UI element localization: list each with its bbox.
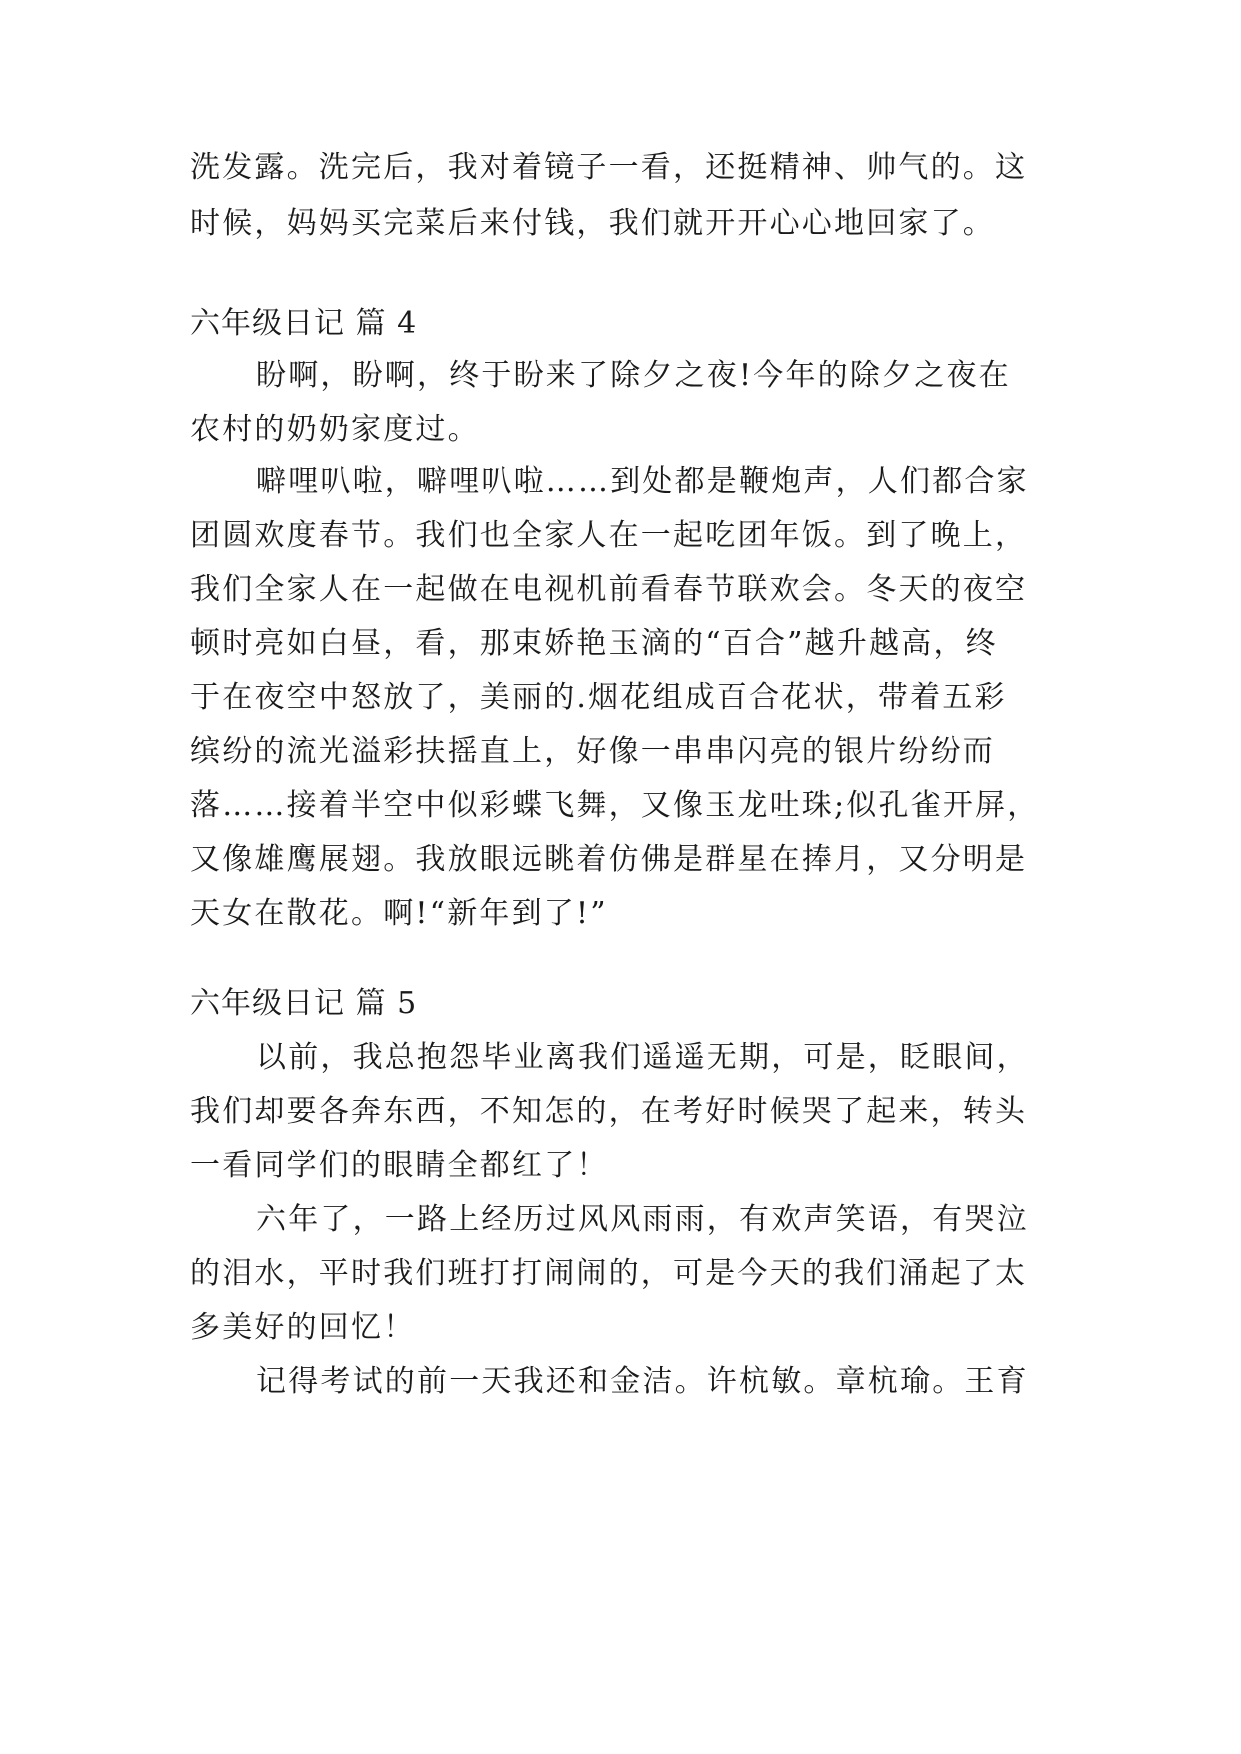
- text-line: 时候，妈妈买完菜后来付钱，我们就开开心心地回家了。: [190, 206, 995, 241]
- text-line: 又像雄鹰展翅。我放眼远眺着仿佛是群星在捧月，又分明是: [190, 842, 1028, 877]
- text-line: 六年了，一路上经历过风风雨雨，有欢声笑语，有哭泣: [256, 1202, 1029, 1237]
- text-line: 的泪水，平时我们班打打闹闹的，可是今天的我们涌起了太: [190, 1256, 1028, 1291]
- text-line: 农村的奶奶家度过。: [190, 412, 480, 447]
- text-line: 盼啊，盼啊，终于盼来了除夕之夜!今年的除夕之夜在: [256, 358, 1011, 393]
- text-line: 天女在散花。啊!“新年到了!”: [190, 896, 608, 931]
- text-line: 团圆欢度春节。我们也全家人在一起吃团年饭。到了晚上，: [190, 518, 1028, 553]
- text-line: 顿时亮如白昼，看，那束娇艳玉滴的“百合”越升越高，终: [190, 626, 998, 661]
- text-line: 多美好的回忆！: [190, 1310, 416, 1345]
- text-line: 我们全家人在一起做在电视机前看春节联欢会。冬天的夜空: [190, 572, 1028, 607]
- text-line: 噼哩叭啦，噼哩叭啦……到处都是鞭炮声，人们都合家: [256, 464, 1029, 499]
- text-line: 于在夜空中怒放了，美丽的.烟花组成百合花状，带着五彩: [190, 680, 1007, 715]
- text-line: 记得考试的前一天我还和金洁。许杭敏。章杭瑜。王育: [256, 1364, 1029, 1399]
- text-line: 洗发露。洗完后，我对着镜子一看，还挺精神、帅气的。这: [190, 150, 1028, 185]
- section-heading: 六年级日记 篇 5: [190, 986, 418, 1021]
- section-heading: 六年级日记 篇 4: [190, 306, 418, 341]
- text-line: 我们却要各奔东西，不知怎的，在考好时候哭了起来，转头: [190, 1094, 1028, 1129]
- text-line: 以前，我总抱怨毕业离我们遥遥无期，可是，眨眼间，: [256, 1040, 1029, 1075]
- text-line: 落……接着半空中似彩蝶飞舞，又像玉龙吐珠;似孔雀开屏，: [190, 788, 1040, 823]
- text-line: 一看同学们的眼睛全都红了！: [190, 1148, 609, 1183]
- text-line: 缤纷的流光溢彩扶摇直上，好像一串串闪亮的银片纷纷而: [190, 734, 995, 769]
